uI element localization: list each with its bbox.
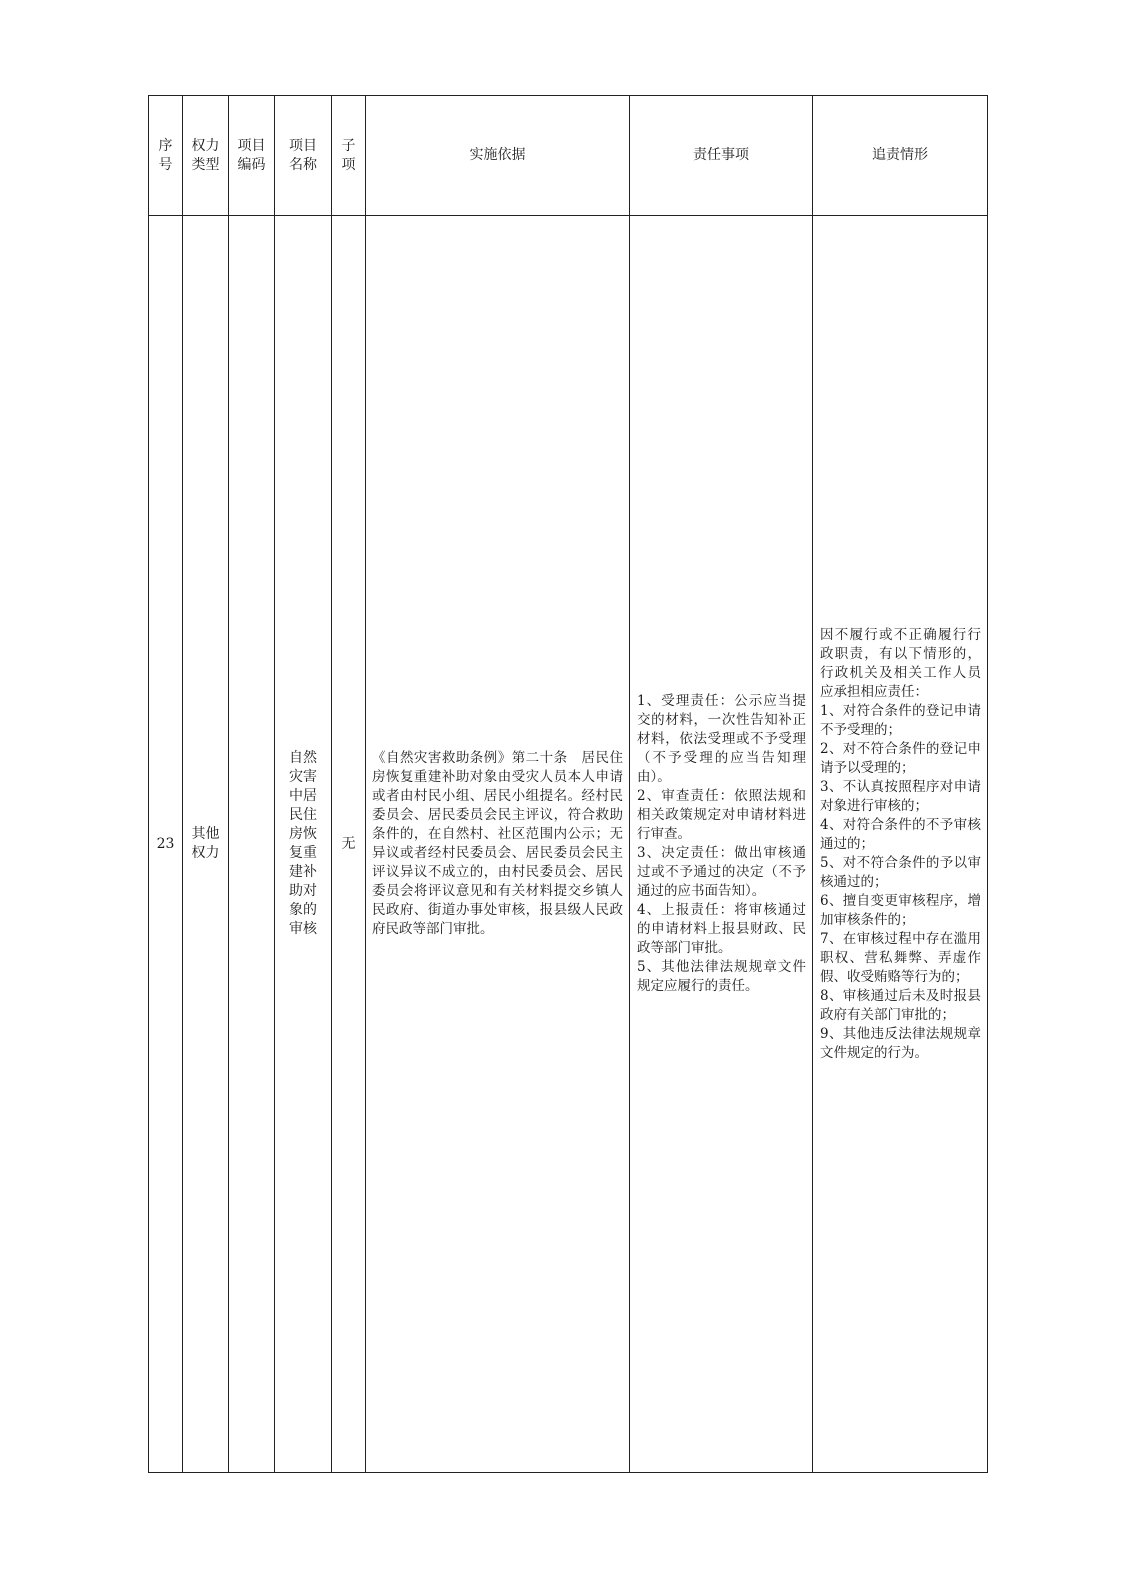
cell-resp	[630, 216, 813, 1473]
header-sub: 子项	[332, 96, 366, 216]
power-list-table	[148, 95, 988, 1473]
cell-basis: 《自然灾害救助条例》第二十条 居民住房恢复重建补助对象由受灾人员本人申请或者由村民小组、居民小组提名。经村民委员会、居民委员会民主评议，符合救助条件的，在自然村、社区范围内公示；无异议或者经村民委员会、居民委员会民主评议异议不成立的，由村民委员会、居民委员会将评议意见和有关材料提交乡镇人民政府、街道办事处审核，报县级人民政府民政等部门审批。	[366, 216, 630, 1473]
accountability-item: 因不履行或不正确履行行政职责，有以下情形的，行政机关及相关工作人员应承担相应责任：	[820, 626, 981, 700]
accountability-item: 1、对符合条件的登记申请不予受理的；	[820, 702, 981, 738]
header-row	[149, 96, 988, 216]
accountability-item: 8、审核通过后未及时报县政府有关部门审批的；	[820, 987, 981, 1023]
accountability-item: 6、擅自变更审核程序，增加审核条件的；	[820, 892, 981, 928]
accountability-item: 9、其他违反法律法规规章文件规定的行为。	[820, 1025, 981, 1061]
resp-item: 1、受理责任：公示应当提交的材料，一次性告知补正材料，依法受理或不予受理（不予受理的应当告知理由）。	[637, 693, 806, 785]
header-resp: 责任事项	[630, 96, 813, 216]
cell-seq: 23	[149, 216, 183, 1473]
cell-accountability	[813, 216, 988, 1473]
accountability-item: 5、对不符合条件的予以审核通过的；	[820, 854, 981, 890]
header-seq: 序号	[149, 96, 183, 216]
table-row	[149, 216, 988, 1473]
resp-item: 5、其他法律法规规章文件规定应履行的责任。	[637, 959, 806, 994]
resp-item: 4、上报责任：将审核通过的申请材料上报县财政、民政等部门审批。	[637, 902, 806, 956]
header-basis: 实施依据	[366, 96, 630, 216]
cell-sub: 无	[332, 216, 366, 1473]
accountability-item: 4、对符合条件的不予审核通过的；	[820, 816, 981, 852]
accountability-item: 3、不认真按照程序对申请对象进行审核的；	[820, 778, 981, 814]
accountability-item: 2、对不符合条件的登记申请予以受理的；	[820, 740, 981, 776]
cell-type: 其他权力	[183, 216, 229, 1473]
cell-code	[229, 216, 275, 1473]
resp-item: 3、决定责任：做出审核通过或不予通过的决定（不予通过的应书面告知）。	[637, 845, 806, 899]
accountability-item: 7、在审核过程中存在滥用职权、营私舞弊、弄虚作假、收受贿赂等行为的；	[820, 930, 981, 985]
header-name: 项目名称	[275, 96, 332, 216]
header-accountability: 追责情形	[813, 96, 988, 216]
cell-name: 自然灾害中居民住房恢复重建补助对象的审核	[275, 216, 332, 1473]
header-code: 项目编码	[229, 96, 275, 216]
resp-item: 2、审查责任：依照法规和相关政策规定对申请材料进行审查。	[637, 788, 806, 842]
header-type: 权力类型	[183, 96, 229, 216]
